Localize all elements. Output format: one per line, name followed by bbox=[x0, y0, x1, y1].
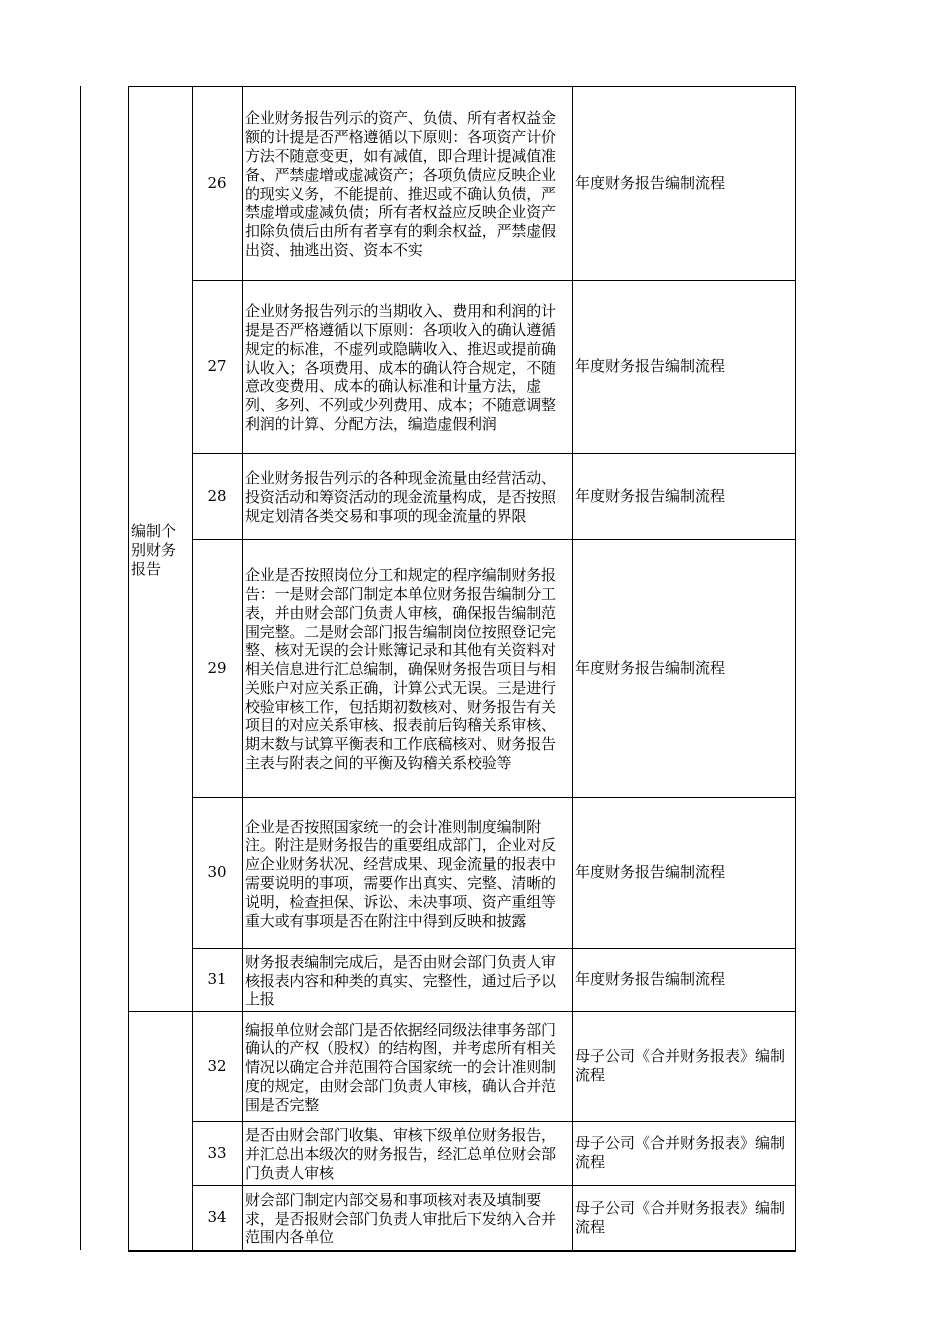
row-divider bbox=[192, 948, 796, 949]
process-reference bbox=[572, 797, 795, 948]
process-reference bbox=[572, 1011, 795, 1121]
item-description-text: 财会部门制定内部交易和事项核对表及填制要求，是否报财会部门负责人审批后下发纳入合并范围内各单位 bbox=[245, 1190, 556, 1247]
item-number: 28 bbox=[207, 486, 227, 505]
row-divider bbox=[192, 280, 796, 281]
process-reference-text: 年度财务报告编制流程 bbox=[575, 486, 726, 505]
left-margin-rule bbox=[80, 86, 81, 1250]
row-divider bbox=[192, 539, 796, 540]
col-divider-right bbox=[795, 86, 796, 1251]
process-reference-text: 年度财务报告编制流程 bbox=[575, 863, 726, 882]
item-description bbox=[242, 1185, 572, 1250]
item-number: 32 bbox=[207, 1056, 227, 1075]
item-number: 33 bbox=[207, 1143, 227, 1162]
item-description bbox=[242, 453, 572, 539]
category-cell bbox=[128, 86, 192, 1011]
item-description bbox=[242, 86, 572, 280]
item-number: 30 bbox=[207, 863, 227, 882]
col-divider-process bbox=[572, 86, 573, 1250]
item-description bbox=[242, 280, 572, 453]
col-divider-description bbox=[242, 86, 243, 1250]
item-description-text: 企业财务报告列示的资产、负债、所有者权益金额的计提是否严格遵循以下原则：各项资产计价方法不随意变更，如有减值，即合理计提减值准备、严禁虚增或虚减资产；各项负债应反映企业的现实义务，不能提前、推迟或不确认负债，严禁虚增或虚减负债；所有者权益应反映企业资产扣除负债后由所有者享有的剩余权益，严禁虚假出资、抽逃出资、资本不实 bbox=[245, 109, 556, 259]
process-reference bbox=[572, 539, 795, 797]
process-reference bbox=[572, 280, 795, 453]
item-description-text: 是否由财会部门收集、审核下级单位财务报告，并汇总出本级次的财务报告，经汇总单位财会部门负责人审核 bbox=[245, 1126, 556, 1182]
item-description-text: 财务报表编制完成后，是否由财会部门负责人审核报表内容和种类的真实、完整性，通过后予以上报 bbox=[245, 952, 556, 1009]
item-description-text: 企业是否按照岗位分工和规定的程序编制财务报告：一是财会部门制定本单位财务报告编制分工表，并由财会部门负责人审核，确保报告编制范围完整。二是财会部门报告编制岗位按照登记完整、核对无误的会计账簿记录和其他有关资料对相关信息进行汇总编制，确保财务报告项目与相关账户对应关系正确，计算公式无误。三是进行校验审核工作，包括期初数核对、财务报告有关项目的对应关系审核、报表前后钩稽关系审核、期末数与试算平衡表和工作底稿核对、财务报告主表与附表之间的平衡及钩稽关系校验等 bbox=[245, 566, 556, 773]
row-divider bbox=[128, 1011, 796, 1012]
table-top-border bbox=[128, 86, 796, 87]
item-number: 27 bbox=[207, 357, 227, 376]
item-number: 31 bbox=[207, 970, 227, 989]
process-reference bbox=[572, 86, 795, 280]
col-divider-left bbox=[128, 86, 129, 1250]
item-number: 34 bbox=[207, 1208, 227, 1227]
process-reference bbox=[572, 1121, 795, 1185]
item-description-text: 企业是否按照国家统一的会计准则制度编制附注。附注是财务报告的重要组成部门，企业对反应企业财务状况、经营成果、现金流量的报表中需要说明的事项，需要作出真实、完整、清晰的说明，检查担保、诉讼、未决事项、资产重组等重大或有事项是否在附注中得到反映和披露 bbox=[245, 817, 556, 930]
item-description-text: 企业财务报告列示的当期收入、费用和利润的计提是否严格遵循以下原则：各项收入的确认遵循规定的标准，不虚列或隐瞒收入、推迟或提前确认收入；各项费用、成本的确认符合规定，不随意改变费用、成本的确认标准和计量方法，虚列、多列、不列或少列费用、成本；不随意调整利润的计算、分配方法，编造虚假利润 bbox=[245, 302, 556, 433]
item-description bbox=[242, 1121, 572, 1185]
item-description bbox=[242, 797, 572, 948]
item-number: 29 bbox=[207, 658, 227, 677]
process-reference bbox=[572, 948, 795, 1011]
category-cell bbox=[128, 1011, 192, 1250]
process-reference bbox=[572, 453, 795, 539]
process-reference-text: 年度财务报告编制流程 bbox=[575, 173, 726, 192]
row-divider bbox=[192, 453, 796, 454]
process-reference-text: 母子公司《合并财务报表》编制流程 bbox=[575, 1047, 786, 1084]
process-reference-text: 年度财务报告编制流程 bbox=[575, 970, 726, 989]
process-reference-text: 年度财务报告编制流程 bbox=[575, 658, 726, 677]
item-description bbox=[242, 948, 572, 1011]
item-description-text: 企业财务报告列示的各种现金流量由经营活动、投资活动和筹资活动的现金流量构成，是否按照规定划清各类交易和事项的现金流量的界限 bbox=[245, 469, 556, 525]
process-reference-text: 母子公司《合并财务报表》编制流程 bbox=[575, 1134, 786, 1171]
row-divider bbox=[192, 1185, 796, 1186]
item-description bbox=[242, 1011, 572, 1121]
process-reference-text: 母子公司《合并财务报表》编制流程 bbox=[575, 1198, 786, 1236]
col-divider-number bbox=[192, 86, 193, 1250]
process-reference-text: 年度财务报告编制流程 bbox=[575, 357, 726, 376]
row-divider bbox=[192, 797, 796, 798]
category-label: 编制个别财务报告 bbox=[131, 522, 177, 578]
item-description bbox=[242, 539, 572, 797]
item-description-text: 编报单位财会部门是否依据经同级法律事务部门确认的产权（股权）的结构图，并考虑所有相关情况以确定合并范围符合国家统一的会计准则制度的规定，由财会部门负责人审核，确认合并范围是否完整 bbox=[245, 1020, 556, 1114]
table-bottom-border bbox=[128, 1250, 796, 1252]
item-number: 26 bbox=[207, 173, 227, 192]
process-reference bbox=[572, 1185, 795, 1250]
row-divider bbox=[192, 1121, 796, 1122]
